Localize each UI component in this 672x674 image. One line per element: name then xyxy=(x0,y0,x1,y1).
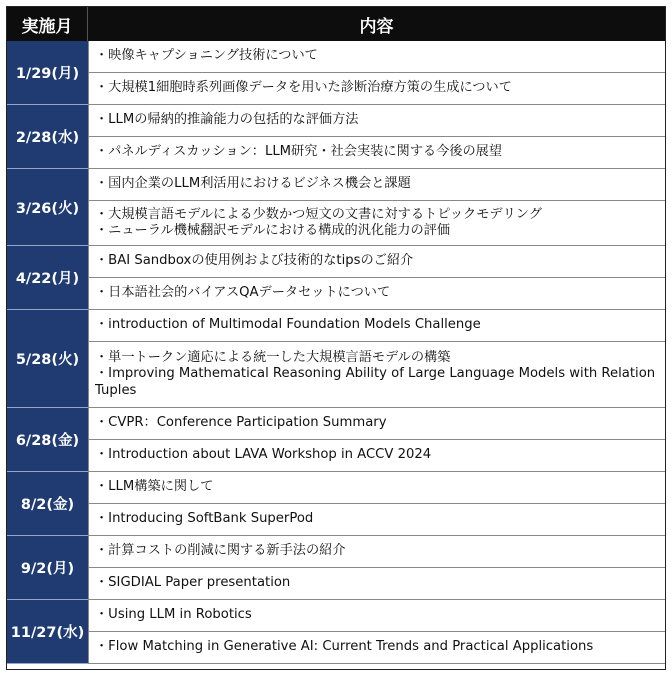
content-cell xyxy=(88,632,665,664)
date-cell: 1/29(月) xyxy=(7,41,88,105)
content-line: ・CVPR：Conference Participation Summary xyxy=(95,415,387,431)
content-cell xyxy=(88,342,665,408)
content-cell xyxy=(88,105,665,137)
content-cell xyxy=(88,278,665,310)
date-cell: 5/28(火) xyxy=(7,310,88,408)
content-line: ・Introduction about LAVA Workshop in ACCV 2024 xyxy=(95,447,432,463)
content-line: ・BAI Sandboxの使用例および技術的なtipsのご紹介 xyxy=(95,253,414,269)
content-cell xyxy=(88,246,665,278)
content-cell xyxy=(88,536,665,568)
content-line: ・LLMの帰納的推論能力の包括的な評価方法 xyxy=(95,112,359,128)
content-line: ・SIGDIAL Paper presentation xyxy=(95,575,291,591)
content-line: ・大規模1細胞時系列画像データを用いた診断治療方策の生成について xyxy=(95,80,512,96)
header-content: 内容 xyxy=(88,7,665,41)
content-line: ・ニューラル機械翻訳モデルにおける構成的汎化能力の評価 xyxy=(95,223,451,238)
date-cell: 6/28(金) xyxy=(7,408,88,472)
date-cell: 11/27(水) xyxy=(7,600,88,664)
content-cell xyxy=(88,41,665,73)
date-cell: 9/2(月) xyxy=(7,536,88,600)
content-line: ・国内企業のLLM利活用におけるビジネス機会と課題 xyxy=(95,176,411,192)
content-line: ・大規模言語モデルによる少数かつ短文の文書に対するトピックモデリング xyxy=(95,206,542,222)
date-cell: 8/2(金) xyxy=(7,472,88,536)
schedule-table xyxy=(6,6,666,670)
content-cell xyxy=(88,600,665,632)
content-cell xyxy=(88,504,665,536)
content-line: ・Introducing SoftBank SuperPod xyxy=(95,511,314,527)
date-cell: 2/28(水) xyxy=(7,105,88,169)
header-date: 実施月 xyxy=(7,7,88,41)
content-line: ・Improving Mathematical Reasoning Ability of Large Language Models with Relation Tuples xyxy=(95,366,656,398)
date-cell: 4/22(月) xyxy=(7,246,88,310)
content-line: ・Using LLM in Robotics xyxy=(95,607,252,623)
date-cell: 3/26(火) xyxy=(7,169,88,246)
content-line: ・日本語社会的バイアスQAデータセットについて xyxy=(95,285,391,301)
content-line: ・introduction of Multimodal Foundation Models Challenge xyxy=(95,317,481,333)
content-line: ・パネルディスカッション：LLM研究・社会実装に関する今後の展望 xyxy=(95,144,503,160)
content-line: ・映像キャプショニング技術について xyxy=(95,48,318,64)
content-line: ・Flow Matching in Generative AI: Current Trends and Practical Applications xyxy=(95,639,594,655)
content-cell xyxy=(88,472,665,504)
content-cell xyxy=(88,73,665,105)
content-cell xyxy=(88,440,665,472)
content-cell xyxy=(88,169,665,201)
content-cell xyxy=(88,408,665,440)
content-line: ・LLM構築に関して xyxy=(95,479,214,495)
content-cell xyxy=(88,137,665,169)
content-cell xyxy=(88,201,665,246)
content-cell xyxy=(88,568,665,600)
content-cell xyxy=(88,310,665,342)
content-line: ・単一トークン適応による統一した大規模言語モデルの構築 xyxy=(95,349,451,365)
content-line: ・計算コストの削減に関する新手法の紹介 xyxy=(95,543,346,559)
